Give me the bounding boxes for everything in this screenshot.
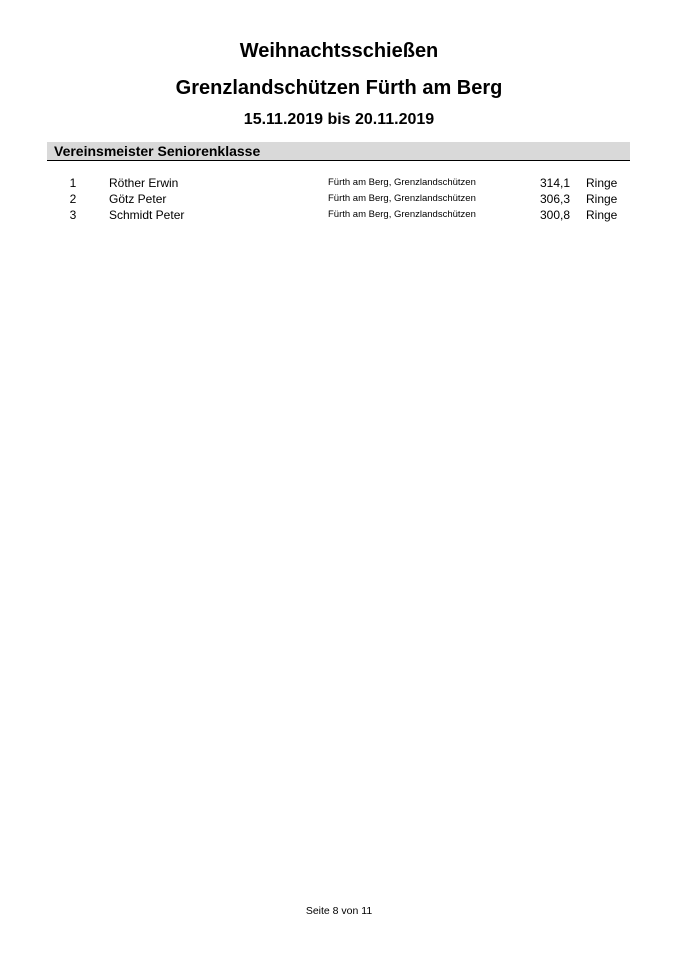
result-rank: 1 — [69, 176, 77, 190]
result-name: Götz Peter — [109, 192, 167, 206]
result-rank: 2 — [69, 192, 77, 206]
document-title: Weihnachtsschießen — [239, 40, 439, 62]
page-number: Seite 8 von 11 — [305, 905, 373, 917]
result-name: Schmidt Peter — [109, 208, 185, 222]
result-club: Fürth am Berg, Grenzlandschützen — [328, 177, 476, 188]
date-range: 15.11.2019 bis 20.11.2019 — [243, 111, 435, 128]
result-score: 300,8 — [539, 208, 570, 222]
result-row — [47, 176, 630, 192]
result-score: 314,1 — [539, 176, 570, 190]
result-unit: Ringe — [586, 208, 618, 222]
result-club: Fürth am Berg, Grenzlandschützen — [328, 193, 476, 204]
result-rank: 3 — [69, 208, 77, 222]
result-unit: Ringe — [586, 192, 618, 206]
result-club: Fürth am Berg, Grenzlandschützen — [328, 209, 476, 220]
result-row — [47, 208, 630, 224]
section-title: Vereinsmeister Seniorenklasse — [54, 143, 261, 159]
result-row — [47, 192, 630, 208]
result-name: Röther Erwin — [109, 176, 179, 190]
section-header — [47, 142, 630, 161]
document-subtitle: Grenzlandschützen Fürth am Berg — [175, 77, 503, 99]
result-unit: Ringe — [586, 176, 618, 190]
result-score: 306,3 — [539, 192, 570, 206]
results-list — [47, 176, 630, 224]
